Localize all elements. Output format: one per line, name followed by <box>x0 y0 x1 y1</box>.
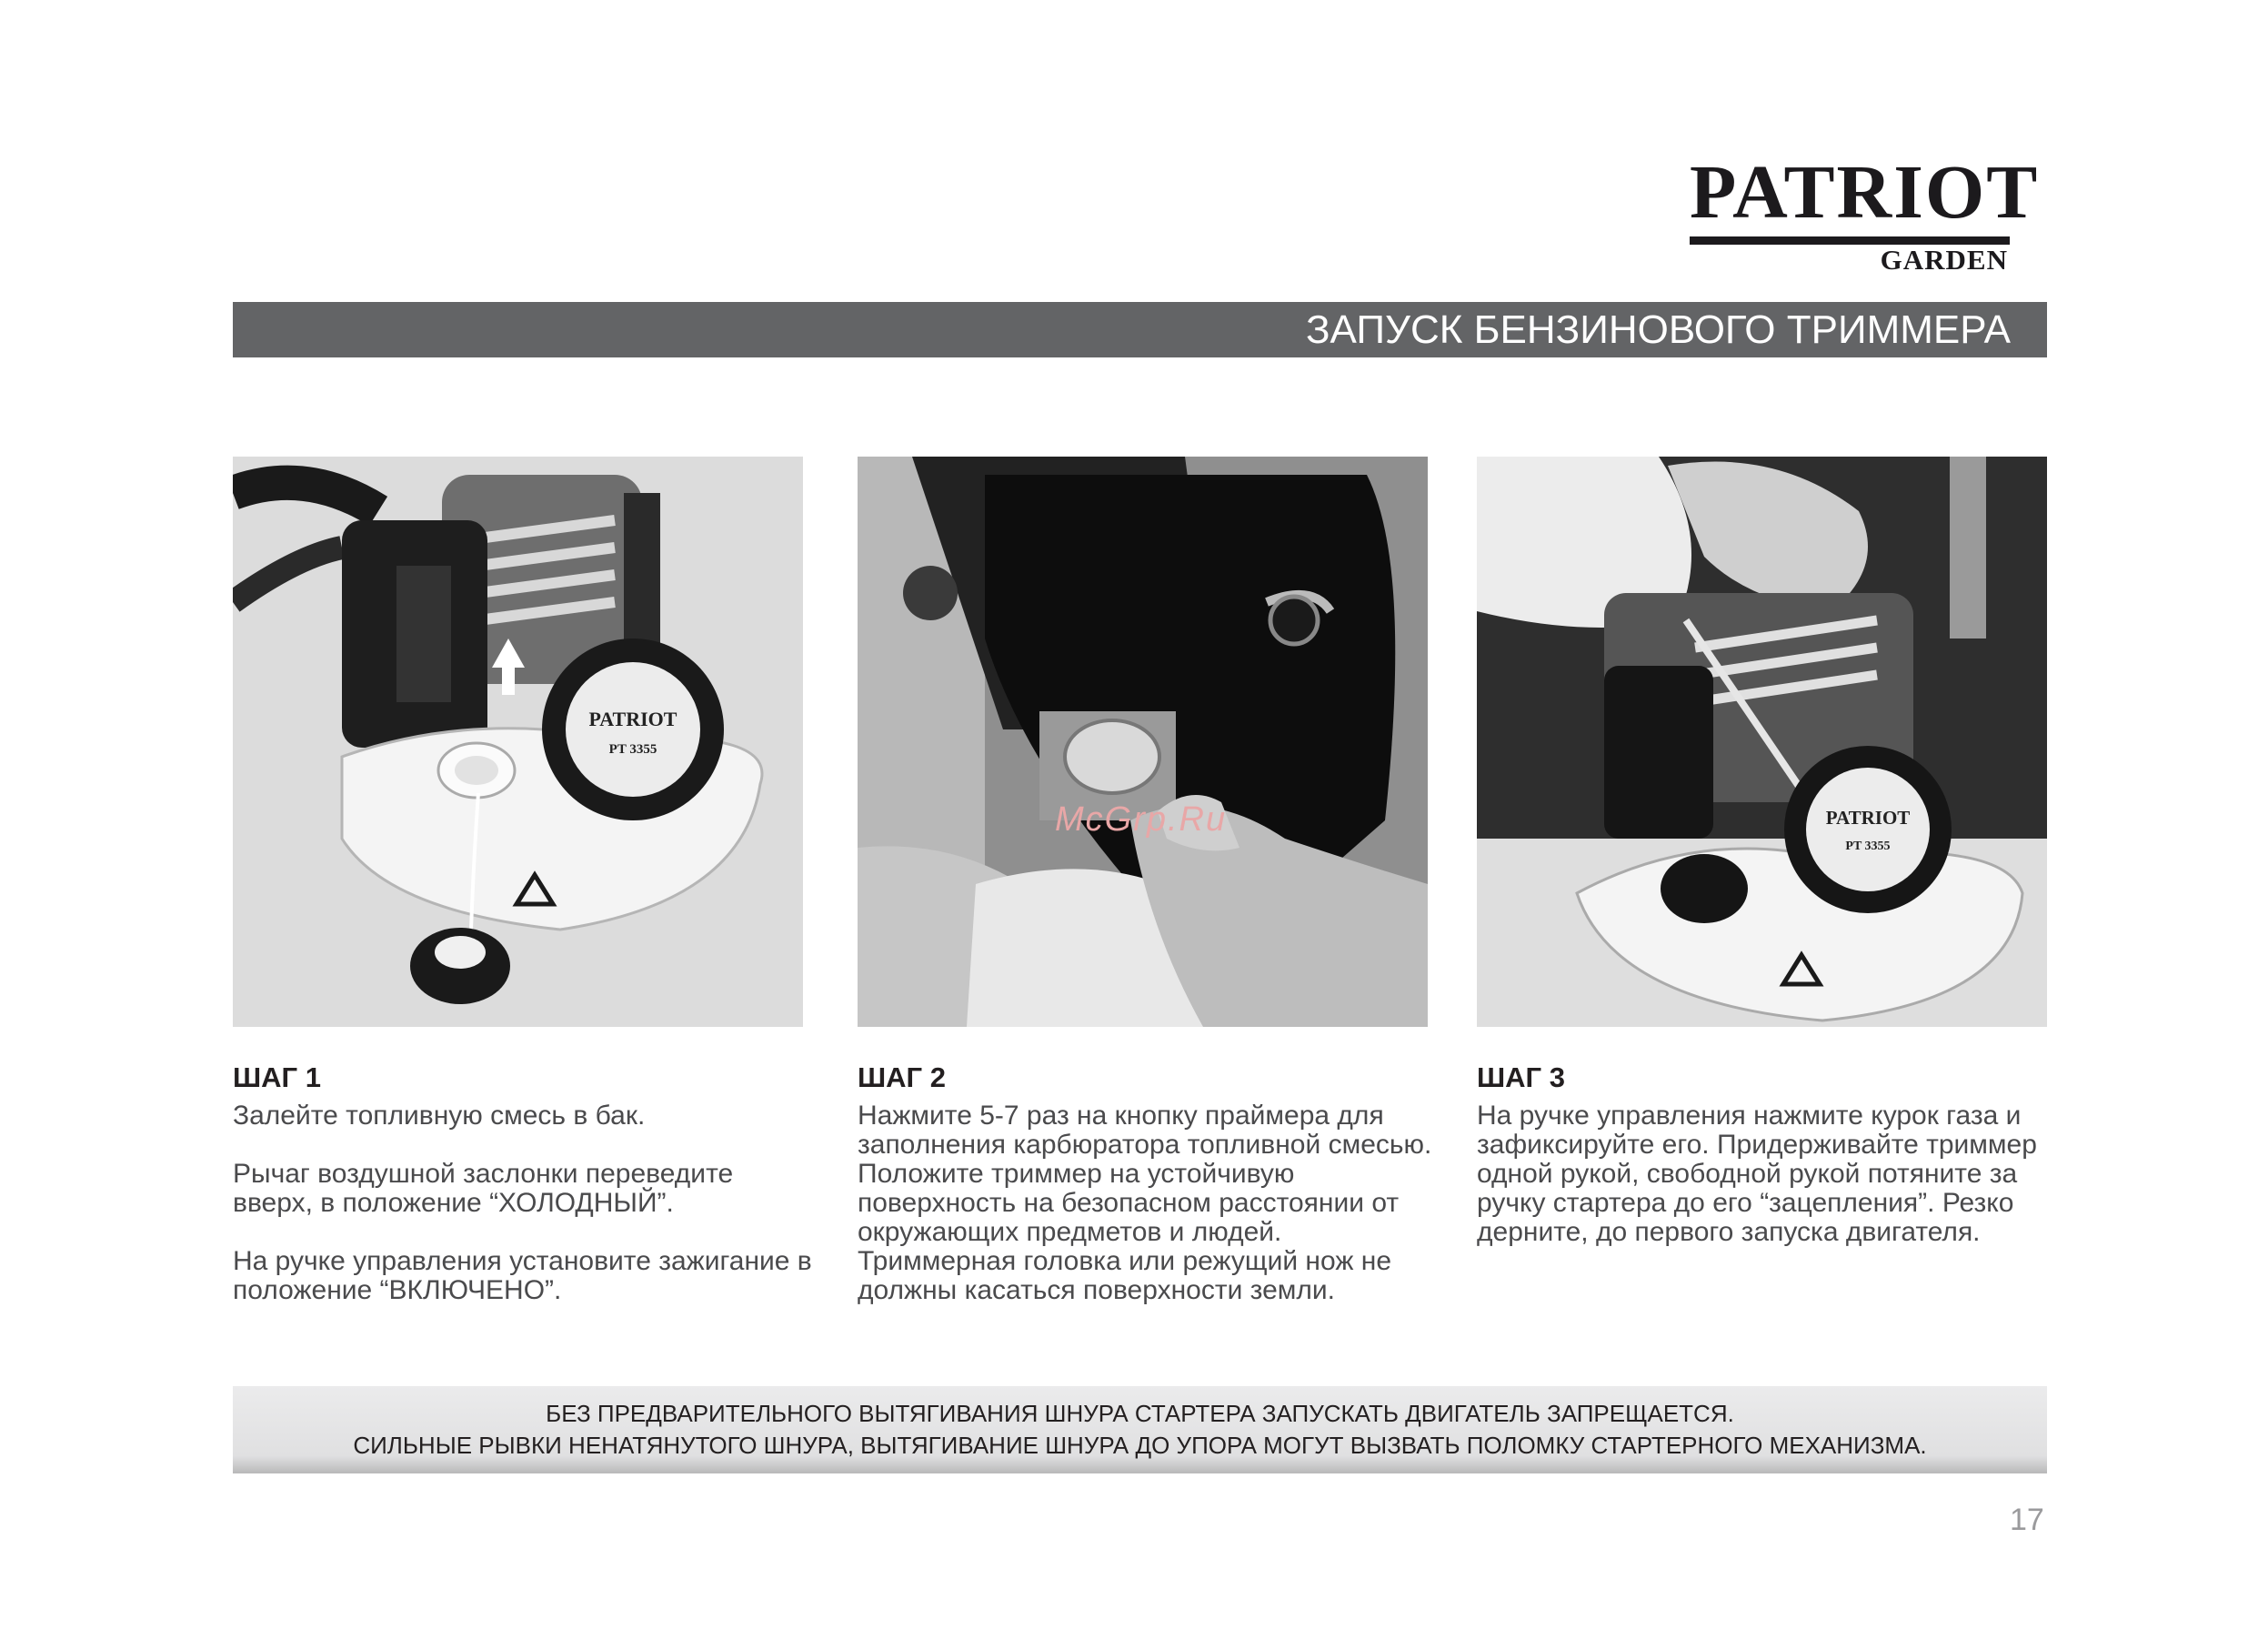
warning-box <box>233 1386 2047 1473</box>
step-1-paragraph-1: Залейте топливную смесь в бак. <box>233 1101 646 1131</box>
photo-3-model-label: PT 3355 <box>1845 840 1891 853</box>
step-3-photo <box>1477 457 2047 1027</box>
step-1-text <box>233 1060 815 1334</box>
step-2-text <box>858 1060 1440 1334</box>
step-3-paragraph-1: На ручке управления нажмите курок газа и зафиксируйте его. Придерживайте триммер одной рукой, свободной рукой потяните за ручку стартера до его “зацепления”. Резко дерните, до первого запуска двигателя. <box>1477 1101 2037 1247</box>
step-3-text <box>1477 1060 2059 1276</box>
step-1-paragraph-2: Рычаг воздушной заслонки переведите вверх, в положение “ХОЛОДНЫЙ”. <box>233 1159 734 1218</box>
step-2-heading: ШАГ 2 <box>858 1061 946 1093</box>
photo-1-model-label: PT 3355 <box>608 742 657 757</box>
photo-1-brand-label: PATRIOT <box>588 708 677 730</box>
step-1-paragraph-3: На ручке управления установите зажигание в положение “ВКЛЮЧЕНО”. <box>233 1246 812 1305</box>
logo-name: PATRIOT <box>1690 150 2040 235</box>
step-2-paragraph-1: Нажмите 5-7 раз на кнопку праймера для заполнения карбюратора топливной смесью. Положите триммер на устойчивую поверхность на безопасном расстоянии от окружающих предметов и людей. Триммерная головка или режущий нож не должны касаться поверхности земли. <box>858 1101 1432 1305</box>
step-2-photo <box>858 457 1428 1027</box>
page-title: ЗАПУСК БЕНЗИНОВОГО ТРИММЕРА <box>233 302 2047 357</box>
step-3-heading: ШАГ 3 <box>1477 1061 1565 1093</box>
logo-subtitle: GARDEN <box>1880 244 2008 276</box>
brand-logo <box>1682 150 2040 276</box>
photo-3-brand-label: PATRIOT <box>1825 807 1911 829</box>
warning-line-1: БЕЗ ПРЕДВАРИТЕЛЬНОГО ВЫТЯГИВАНИЯ ШНУРА СТАРТЕРА ЗАПУСКАТЬ ДВИГАТЕЛЬ ЗАПРЕЩАЕТСЯ. <box>546 1400 1734 1427</box>
watermark: McGrp.Ru <box>1055 800 1228 839</box>
warning-line-2: СИЛЬНЫЕ РЫВКИ НЕНАТЯНУТОГО ШНУРА, ВЫТЯГИВАНИЕ ШНУРА ДО УПОРА МОГУТ ВЫЗВАТЬ ПОЛОМКУ СТАРТЕРНОГО МЕХАНИЗМА. <box>353 1432 1927 1459</box>
step-1-photo <box>233 457 803 1027</box>
page-number: 17 <box>2010 1503 2044 1537</box>
step-1-heading: ШАГ 1 <box>233 1061 321 1093</box>
